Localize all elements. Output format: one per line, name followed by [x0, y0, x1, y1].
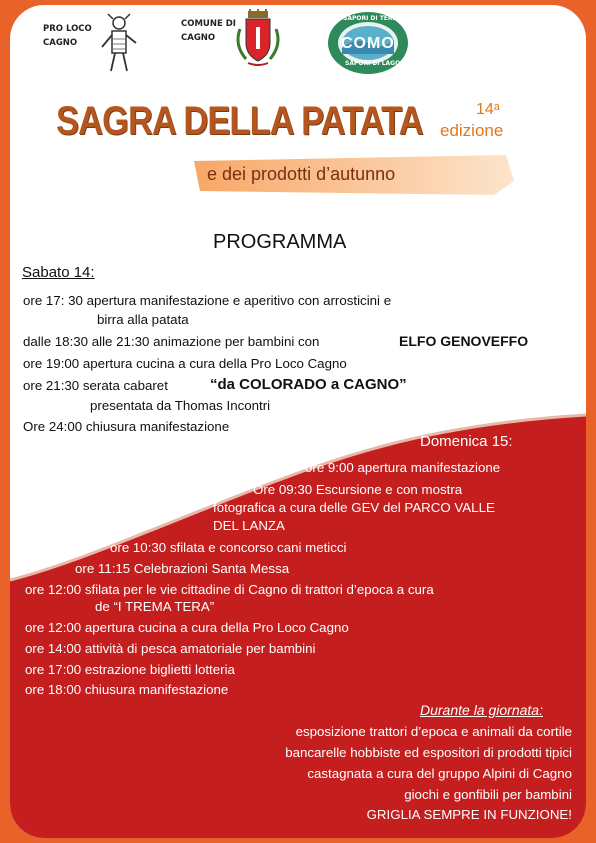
- sunday-line: ore 12:00 sfilata per le vie cittadine di Cagno di trattori d’epoca a cura: [25, 582, 434, 597]
- day-long-heading: Durante la giornata:: [420, 702, 543, 718]
- edition-word: edizione: [440, 121, 504, 140]
- sunday-line: Ore 09:30 Escursione e con mostra: [253, 482, 463, 497]
- sunday-line: ore 17:00 estrazione biglietti lotteria: [25, 662, 235, 677]
- saturday-line: ore 17: 30 apertura manifestazione e aperitivo con arrosticini e: [23, 293, 392, 308]
- comune-logo-text: COMUNE DI CAGNO: [181, 19, 236, 43]
- sunday-line: ore 10:30 sfilata e concorso cani meticci: [110, 540, 347, 555]
- saturday-line: dalle 18:30 alle 21:30 animazione per bambini con: [23, 334, 320, 349]
- sunday-line: ore 14:00 attività di pesca amatoriale per bambini: [25, 641, 316, 656]
- saturday-highlight: ELFO GENOVEFFO: [399, 333, 529, 349]
- day-long-line: giochi e gonfibili per bambini: [404, 787, 572, 802]
- saturday-line: presentata da Thomas Incontri: [90, 398, 271, 413]
- day-long-line: castagnata a cura del gruppo Alpini di Cagno: [307, 766, 572, 781]
- saturday-line: ore 19:00 apertura cucina a cura della Pro Loco Cagno: [23, 356, 347, 371]
- como-ring-top: SAPORI DI TERRA: [343, 15, 402, 22]
- sunday-line: ore 18:00 chiusura manifestazione: [25, 682, 229, 697]
- saturday-highlight: “da COLORADO a CAGNO”: [210, 376, 407, 393]
- sunday-line: DEL LANZA: [213, 518, 285, 533]
- saturday-heading: Sabato 14:: [22, 264, 95, 281]
- proloco-mascot-icon: [98, 13, 140, 75]
- como-logo-name: COMO: [341, 35, 395, 52]
- page-title: SAGRA DELLA PATATA: [56, 99, 423, 143]
- poster-sheet: [10, 5, 586, 838]
- saturday-line: birra alla patata: [97, 312, 189, 327]
- day-long-line: GRIGLIA SEMPRE IN FUNZIONE!: [366, 807, 572, 822]
- saturday-line: ore 21:30 serata cabaret: [23, 378, 168, 393]
- como-ring-bottom: SAPORI DI LAGO: [345, 60, 401, 67]
- subtitle: e dei prodotti d’autunno: [207, 164, 396, 184]
- sunday-line: fotografica a cura delle GEV del PARCO VALLE: [213, 500, 495, 515]
- sunday-heading: Domenica 15:: [420, 433, 513, 450]
- program-title: PROGRAMMA: [213, 231, 347, 253]
- sunday-line: ore 9:00 apertura manifestazione: [305, 460, 501, 475]
- saturday-line: Ore 24:00 chiusura manifestazione: [23, 419, 230, 434]
- comune-crest-icon: [232, 9, 284, 71]
- sunday-line: ore 11:15 Celebrazioni Santa Messa: [75, 561, 290, 576]
- day-long-line: bancarelle hobbiste ed espositori di prodotti tipici: [285, 745, 572, 760]
- sunday-line: ore 12:00 apertura cucina a cura della Pro Loco Cagno: [25, 620, 349, 635]
- day-long-line: esposizione trattori d’epoca e animali da cortile: [295, 724, 572, 739]
- sunday-line: de “I TREMA TERA”: [95, 599, 215, 614]
- proloco-logo-text: PRO LOCO CAGNO: [43, 24, 92, 48]
- edition-number: 14$^a$: [476, 101, 500, 118]
